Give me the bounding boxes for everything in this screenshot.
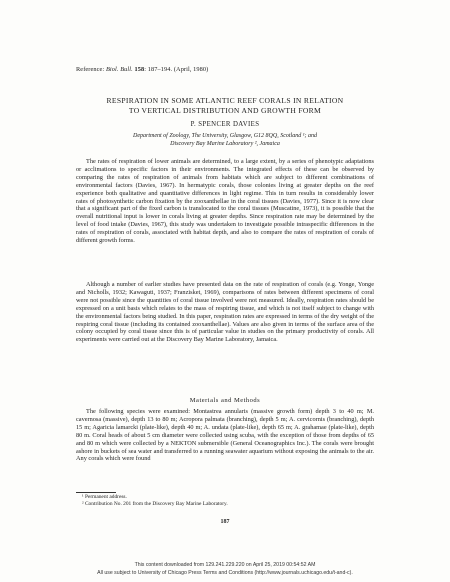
intro-paragraph-1: The rates of respiration of lower animals are determined, to a large extent, by a series of phenotypic adaptations or acclimations to specific factors in their environments. The integrated effects of these can be observed by comparing the rates of respiration of animals from habitats which are subject to different combinations of environmental factors (Davies, 1967). In hermatypic corals, those colonies living at greater depths on the reef experience both qualitative and quantitative differences in light regime. This in turn results in considerably lower rates of photosynthetic carbon fixation by the zooxanthellae in the coral tissues (Davies, 1977). Since it is now clear that a significant part of the fixed carbon is translocated to the coral tissues (Muscatine, 1973), it is possible that the overall nutritional input is lower in corals living at greater depths. Since respiration rate may be determined by the level of food intake (Davies, 1967), this study was undertaken to investigate possible intraspecific differences in the rates of respiration of corals, associated with habitat depth, and also to compare the rates of respiration of corals of different growth forms. [76,158,374,245]
author-affiliation [80,133,370,148]
footnote-1: ¹ Permanent address. [82,494,127,500]
methods-paragraph-block [76,408,374,463]
methods-paragraph: The following species were examined: Montastrea annularis (massive growth form) depth 3 to 40 m; M. cavernosa (massive), depth 13 to 80 m; Acropora palmata (branching), depth 5 m; A. cervicornis (branching), depth 15 m; Agaricia lamarcki (plate-like), depth 40 m; A. undata (plate-like), depth 65 m; A. grahamae (plate-like), depth 80 m. Coral heads of about 5 cm diameter were collected using scuba, with the exception of those from depths of 65 and 80 m which were collected by a NEKTON submersible (General Oceanographics Inc.). The corals were brought ashore in buckets of sea water and transferred to a running seawater aquarium without exposing the animals to the air. Any corals which were found [76,408,374,463]
footnote-divider [76,492,116,493]
citation-reference [76,66,208,73]
terms-notice: All use subject to University of Chicago Press Terms and Conditions (http://www.journals.uchicago.edu/t-and-c). [97,570,353,576]
author-name: P. SPENCER DAVIES [190,121,260,128]
title-line-2: TO VERTICAL DISTRIBUTION AND GROWTH FORM [128,106,322,115]
reference-prefix: Reference: [76,66,105,73]
article-title [60,96,390,116]
journal-pages: : 187–194. [144,66,173,73]
intro-paragraph-1-block [76,158,374,245]
journal-volume: 158 [134,66,145,73]
intro-paragraph-2-block [76,281,374,344]
page-number: 187 [220,519,230,525]
affiliation-line-1: Department of Zoology, The University, Glasgow, G12 8QQ, Scotland ¹; and [132,133,317,139]
download-notice: This content downloaded from 129.241.229.220 on April 25, 2019 00:54:52 AM [134,562,316,568]
intro-paragraph-2: Although a number of earlier studies have presented data on the rate of respiration of corals (e.g. Yonge, Yonge and Nicholls, 1932; Kawaguti, 1937; Franzisket, 1969), comparisons of rates between different specimens of coral were not possible since the quantities of coral tissue involved were not measured. Ideally, respiration rates should be expressed on a unit basis which relates to the mass of respiring tissue, and which is not itself subject to change with the environmental factors being studied. In this paper, respiration rates are expressed in terms of the dry weight of the respiring coral tissue (including its contained zooxanthellae). Values are also given in terms of the surface area of the colony occupied by coral tissue since this is of particular value in studies on the primary productivity of corals. All experiments were carried out at the Discovery Bay Marine Laboratory, Jamaica. [76,281,374,344]
journal-name: Biol. Bull. [105,66,133,73]
section-heading: Materials and Methods [189,397,261,404]
affiliation-line-2: Discovery Bay Marine Laboratory ², Jamaica [170,140,280,147]
footnote-2: ² Contribution No. 201 from the Discovery Bay Marine Laboratory. [82,501,228,507]
title-line-1: RESPIRATION IN SOME ATLANTIC REEF CORALS IN RELATION [106,96,344,105]
publication-date: (April, 1980) [173,66,209,73]
